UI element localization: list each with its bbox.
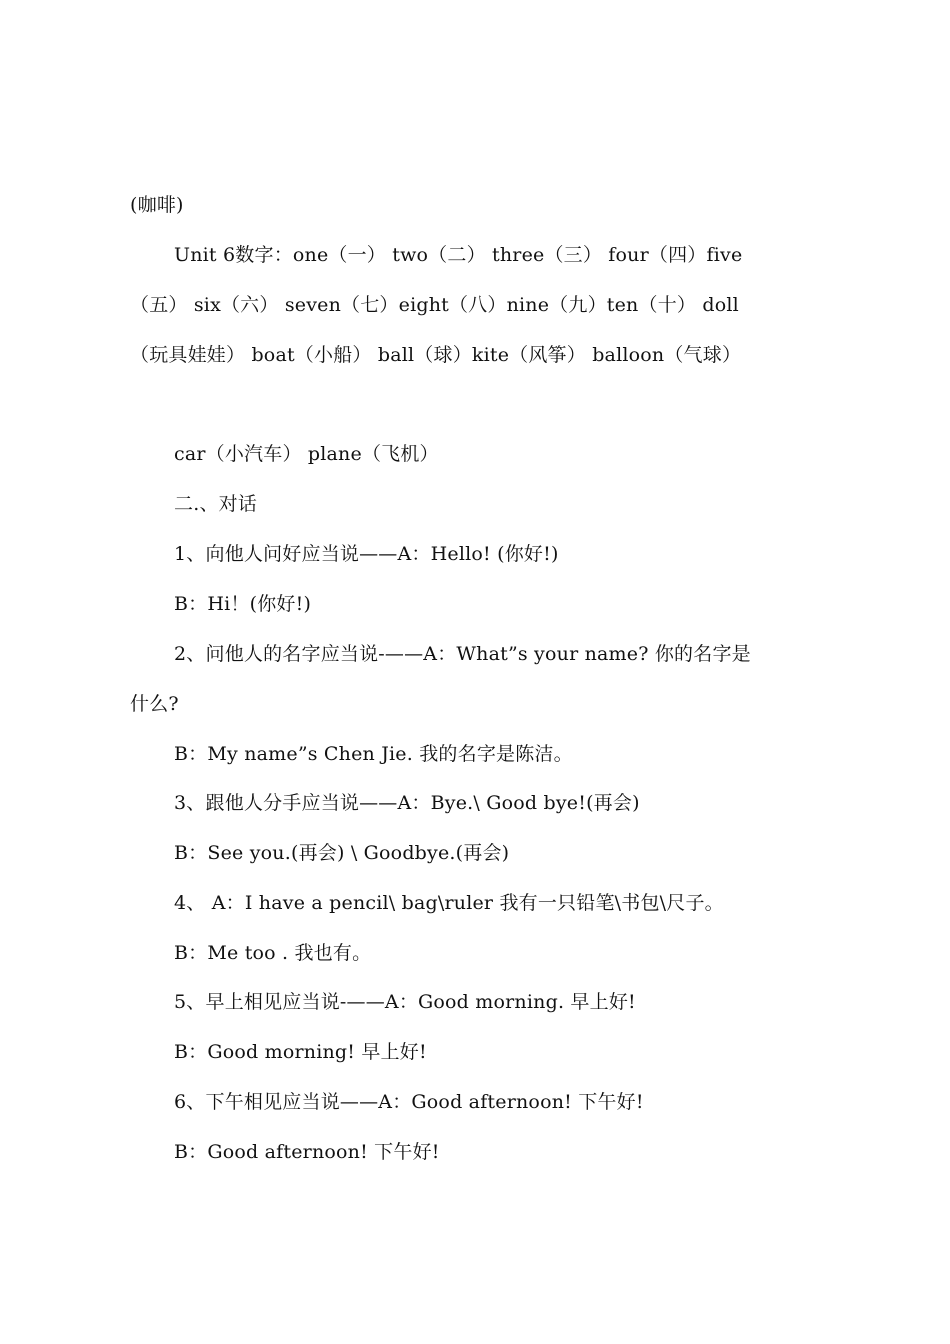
text-line-unit6-numbers: Unit 6数字：one（一） two（二） three（三） four（四）five [174, 244, 743, 266]
dialogue-morning-a: 5、早上相见应当说-——A：Good morning. 早上好! [174, 991, 636, 1013]
text-line-toys: （玩具娃娃） boat（小船） ball（球）kite（风筝） balloon（气球） [130, 344, 742, 366]
dialogue-afternoon-a: 6、下午相见应当说——A：Good afternoon! 下午好! [174, 1091, 644, 1113]
dialogue-greeting-b: B：Hi！(你好!) [174, 593, 312, 615]
text-line-numbers-continued: （五） six（六） seven（七）eight（八）nine（九）ten（十） doll [130, 294, 739, 316]
dialogue-goodbye-a: 3、跟他人分手应当说——A：Bye.\ Good bye!(再会) [174, 792, 640, 814]
dialogue-goodbye-b: B：See you.(再会) \ Goodbye.(再会) [174, 842, 510, 864]
dialogue-name-b: B：My name”s Chen Jie. 我的名字是陈洁。 [174, 743, 573, 765]
dialogue-afternoon-b: B：Good afternoon! 下午好! [174, 1141, 440, 1163]
dialogue-stationery-b: B：Me too . 我也有。 [174, 942, 372, 964]
dialogue-name-a-continued: 什么? [130, 693, 179, 715]
dialogue-greeting-a: 1、向他人问好应当说——A：Hello! (你好!) [174, 543, 559, 565]
dialogue-name-a: 2、问他人的名字应当说-——A：What”s your name? 你的名字是 [174, 643, 751, 665]
dialogue-morning-b: B：Good morning! 早上好! [174, 1041, 427, 1063]
section-heading-dialogue: 二.、对话 [174, 493, 258, 515]
text-line-vehicles: car（小汽车） plane（飞机） [174, 443, 439, 465]
text-line-coffee: (咖啡) [130, 194, 184, 216]
dialogue-stationery-a: 4、 A：I have a pencil\ bag\ruler 我有一只铅笔\书包\尺子。 [174, 892, 724, 914]
